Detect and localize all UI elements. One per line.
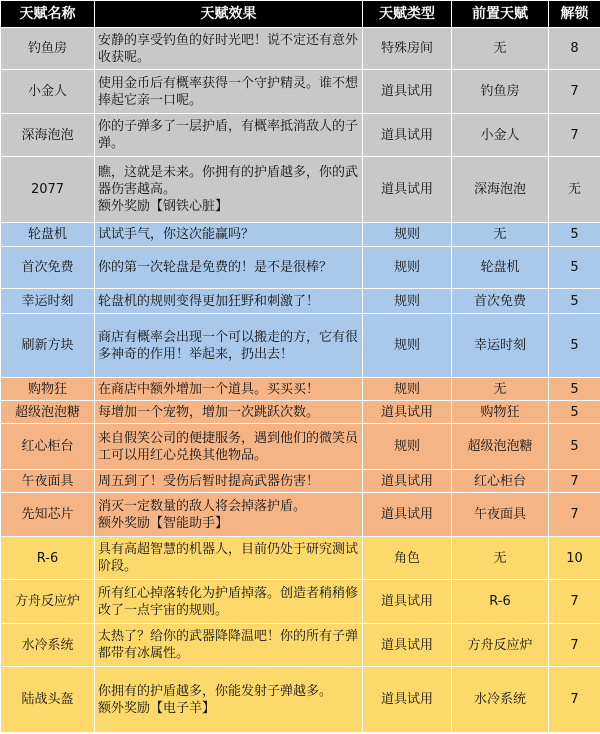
- talent-unlock: 7: [549, 624, 600, 667]
- header-effect: 天赋效果: [95, 1, 363, 28]
- header-type: 天赋类型: [363, 1, 452, 28]
- talent-prereq: 轮盘机: [452, 247, 549, 289]
- talent-effect: [95, 247, 363, 289]
- table-row: [1, 624, 600, 667]
- talent-prereq: 无: [452, 28, 549, 70]
- talent-prereq: 购物狂: [452, 401, 549, 424]
- talent-name: R-6: [1, 537, 95, 580]
- table-row: [1, 378, 600, 401]
- talent-type: 道具试用: [363, 157, 452, 223]
- effect-line: 在商店中额外增加一个道具。买买买！: [98, 381, 320, 397]
- talent-name: 红心柜台: [1, 424, 95, 470]
- talent-effect: [95, 70, 363, 114]
- bonus-line: 额外奖励【智能助手】: [98, 515, 229, 531]
- bonus-line: 额外奖励【电子羊】: [98, 700, 216, 716]
- header-unlock: 解锁: [549, 1, 600, 28]
- effect-line: 你的子弹多了一层护盾，有概率抵消敌人的子弹。: [98, 119, 359, 151]
- talent-effect: [95, 314, 363, 378]
- talent-prereq: 无: [452, 378, 549, 401]
- talent-prereq: 超级泡泡糖: [452, 424, 549, 470]
- talent-unlock: 7: [549, 667, 600, 733]
- talent-prereq: 深海泡泡: [452, 157, 549, 223]
- talent-effect: [95, 493, 363, 537]
- talent-name: 刷新方块: [1, 314, 95, 378]
- talent-unlock: 7: [549, 580, 600, 624]
- talent-effect: [95, 114, 363, 157]
- talent-effect: [95, 580, 363, 624]
- talent-effect: [95, 378, 363, 401]
- talent-effect: [95, 624, 363, 667]
- talent-name: 轮盘机: [1, 223, 95, 247]
- effect-line: 你的第一次轮盘是免费的！是不是很棒？: [98, 260, 333, 275]
- table-row: [1, 424, 600, 470]
- table-row: [1, 114, 600, 157]
- effect-line: 每增加一个宠物，增加一次跳跃次数。: [98, 404, 320, 420]
- effect-line: 消灭一定数量的敌人将会掉落护盾。: [98, 498, 307, 514]
- effect-line: 商店有概率会出现一个可以搬走的方，它有很多神奇的作用！举起来，扔出去！: [98, 329, 359, 362]
- header-name: 天赋名称: [1, 1, 95, 28]
- talent-unlock: 5: [549, 314, 600, 378]
- talent-prereq: 无: [452, 537, 549, 580]
- talent-prereq: 午夜面具: [452, 493, 549, 537]
- talent-type: 规则: [363, 424, 452, 470]
- talent-prereq: 无: [452, 223, 549, 247]
- talent-type: 道具试用: [363, 624, 452, 667]
- talent-effect: [95, 401, 363, 424]
- talent-effect: [95, 223, 363, 247]
- talent-name: 深海泡泡: [1, 114, 95, 157]
- talent-name: 购物狂: [1, 378, 95, 401]
- table-row: [1, 70, 600, 114]
- bonus-line: 额外奖励【钢铁心脏】: [98, 199, 229, 214]
- effect-line: 所有红心掉落转化为护盾掉落。创造者稍稍修改了一点宇宙的规则。: [98, 585, 359, 618]
- talent-prereq: 首次免费: [452, 289, 549, 314]
- table-row: [1, 223, 600, 247]
- header-prereq: 前置天赋: [452, 1, 549, 28]
- effect-line: 瞧，这就是未来。你拥有的护盾越多，你的武器伤害越高。: [98, 165, 359, 197]
- talent-prereq: 方舟反应炉: [452, 624, 549, 667]
- talent-unlock: 5: [549, 223, 600, 247]
- effect-line: 具有高超智慧的机器人，目前仍处于研究测试阶段。: [98, 542, 359, 574]
- talent-effect: [95, 157, 363, 223]
- talent-name: 小金人: [1, 70, 95, 114]
- table-row: [1, 247, 600, 289]
- talent-type: 特殊房间: [363, 28, 452, 70]
- talent-prereq: R-6: [452, 580, 549, 624]
- effect-line: 安静的享受钓鱼的好时光吧！说不定还有意外收获呢。: [98, 32, 359, 65]
- talent-unlock: 5: [549, 401, 600, 424]
- talent-unlock: 5: [549, 378, 600, 401]
- table-row: [1, 580, 600, 624]
- talent-type: 道具试用: [363, 667, 452, 733]
- talent-name: 超级泡泡糖: [1, 401, 95, 424]
- talent-name: 首次免费: [1, 247, 95, 289]
- talent-unlock: 5: [549, 289, 600, 314]
- table-row: [1, 157, 600, 223]
- effect-line: 试试手气，你这次能赢吗？: [98, 227, 255, 242]
- talent-prereq: 小金人: [452, 114, 549, 157]
- talent-name: 钓鱼房: [1, 28, 95, 70]
- table-row: [1, 28, 600, 70]
- table-row: [1, 537, 600, 580]
- talent-name: 水冷系统: [1, 624, 95, 667]
- talent-name: 午夜面具: [1, 470, 95, 493]
- talent-type: 道具试用: [363, 401, 452, 424]
- talent-type: 规则: [363, 247, 452, 289]
- talent-type: 道具试用: [363, 580, 452, 624]
- talent-prereq: 幸运时刻: [452, 314, 549, 378]
- talent-effect: [95, 424, 363, 470]
- effect-line: 来自假笑公司的便捷服务，遇到他们的微笑员工可以用红心兑换其他物品。: [98, 430, 359, 463]
- effect-line: 轮盘机的规则变得更加狂野和刺激了！: [98, 293, 320, 309]
- talent-prereq: 水冷系统: [452, 667, 549, 733]
- talent-type: 规则: [363, 223, 452, 247]
- talent-type: 规则: [363, 378, 452, 401]
- table-row: [1, 289, 600, 314]
- talent-unlock: 7: [549, 493, 600, 537]
- talent-name: 先知芯片: [1, 493, 95, 537]
- header-row: [1, 1, 600, 28]
- effect-line: 使用金币后有概率获得一个守护精灵。谁不想捧起它亲一口呢。: [98, 75, 359, 108]
- talent-type: 道具试用: [363, 114, 452, 157]
- talent-effect: [95, 28, 363, 70]
- talent-name: 陆战头盔: [1, 667, 95, 733]
- talent-unlock: 5: [549, 247, 600, 289]
- table-row: [1, 401, 600, 424]
- table-row: [1, 493, 600, 537]
- talent-prereq: 钓鱼房: [452, 70, 549, 114]
- effect-line: 周五到了！受伤后暂时提高武器伤害！: [98, 473, 320, 489]
- talent-unlock: 8: [549, 28, 600, 70]
- talent-unlock: 5: [549, 424, 600, 470]
- effect-line: 太热了？给你的武器降降温吧！你的所有子弹都带有冰属性。: [98, 629, 359, 661]
- table-row: [1, 667, 600, 733]
- talent-unlock: 无: [549, 157, 600, 223]
- talent-unlock: 7: [549, 470, 600, 493]
- talent-unlock: 7: [549, 70, 600, 114]
- talent-unlock: 7: [549, 114, 600, 157]
- talent-effect: [95, 537, 363, 580]
- talent-type: 道具试用: [363, 493, 452, 537]
- table-row: [1, 314, 600, 378]
- talent-unlock: 10: [549, 537, 600, 580]
- talent-type: 规则: [363, 314, 452, 378]
- talent-effect: [95, 667, 363, 733]
- talent-name: 2077: [1, 157, 95, 223]
- talent-type: 道具试用: [363, 470, 452, 493]
- talent-effect: [95, 289, 363, 314]
- talent-prereq: 红心柜台: [452, 470, 549, 493]
- talent-type: 规则: [363, 289, 452, 314]
- table-row: [1, 470, 600, 493]
- talent-name: 幸运时刻: [1, 289, 95, 314]
- talent-name: 方舟反应炉: [1, 580, 95, 624]
- talent-effect: [95, 470, 363, 493]
- effect-line: 你拥有的护盾越多，你能发射子弹越多。: [98, 683, 333, 699]
- talent-type: 道具试用: [363, 70, 452, 114]
- talent-type: 角色: [363, 537, 452, 580]
